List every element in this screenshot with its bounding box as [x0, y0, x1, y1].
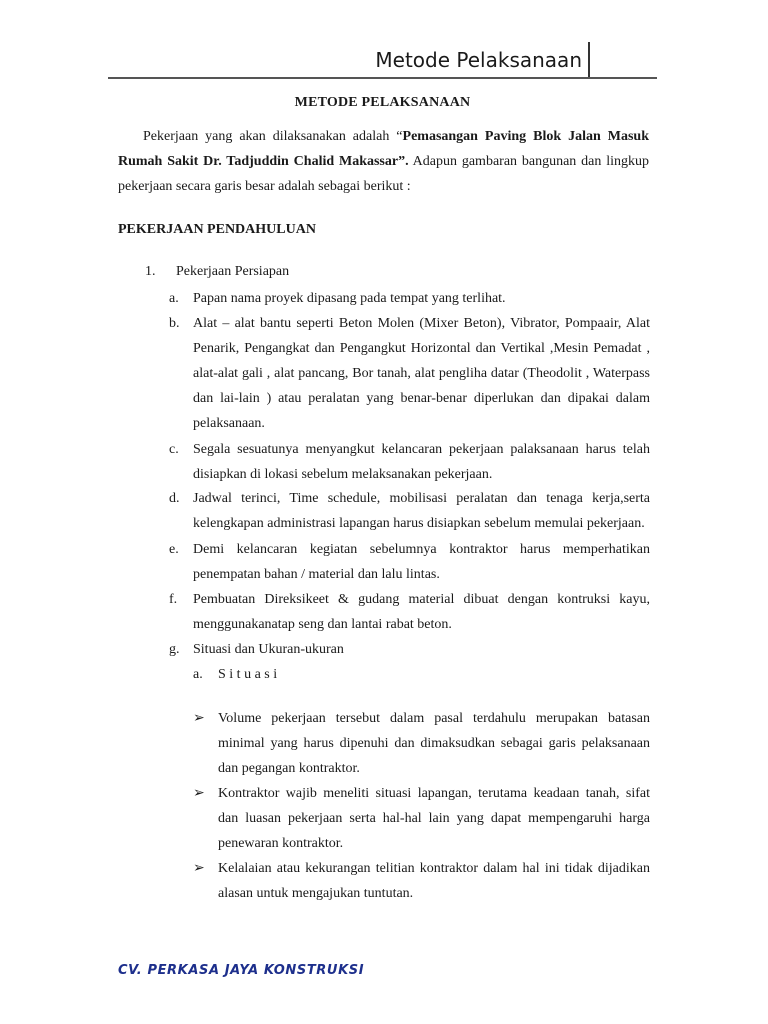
intro-text-end: Adapun gambaran bangunan dan lingkup pekerjaan secara garis besar adalah sebagai berikut : [118, 154, 649, 194]
intro-text-start: Pekerjaan yang akan dilaksanakan adalah “ [143, 129, 403, 144]
bullet-text-3: Kelalaian atau kekurangan telitian kontraktor dalam hal ini tidak dijadikan alasan untuk mengajukan tuntutan. [218, 861, 650, 901]
situasi-label: S i t u a s i [218, 667, 278, 682]
subitem-mark-g: g. [169, 642, 180, 657]
bullet-text-2: Kontraktor wajib meneliti situasi lapangan, terutama keadaan tanah, sifat dan luasan pekerjaan serta hal-hal lain yang dapat mempengaruhi harga penewaran kontraktor. [218, 786, 650, 851]
header-title: Metode Pelaksanaan [375, 48, 582, 72]
intro-paragraph [118, 124, 649, 199]
footer-company-name: CV. PERKASA JAYA KONSTRUKSI [118, 963, 365, 978]
situasi-mark: a. [193, 667, 203, 682]
subitem-mark-d: d. [169, 491, 180, 506]
item-label: Pekerjaan Persiapan [176, 264, 290, 279]
subitem-text-b: Alat – alat bantu seperti Beton Molen (Mixer Beton), Vibrator, Pompaair, Alat Penarik, Pengangkat dan Pengangkut Horizontal dan Vertikal ,Mesin Pemadat , alat-alat gali , alat pancang, Bor tanah, alat pengliha datar (Theodolit , Waterpass dan lai-lain ) atau peralatan yang benar-benar diperlukan dan dipakai dalam pelaksanaan. [193, 316, 650, 431]
subitem-mark-f: f. [169, 592, 178, 607]
section-title: PEKERJAAN PENDAHULUAN [118, 222, 316, 237]
header-vertical-rule [588, 42, 590, 79]
subitem-text-g: Situasi dan Ukuran-ukuran [193, 642, 344, 657]
header-horizontal-rule [108, 77, 657, 79]
bullet-arrow-icon: ➢ [193, 861, 205, 876]
intro-project-name: Pemasangan Paving Blok Jalan Masuk Rumah Sakit Dr. Tadjuddin Chalid Makassar”. [118, 129, 649, 169]
subitem-text-f: Pembuatan Direksikeet & gudang material dibuat dengan kontruksi kayu, menggunakanatap seng dan lantai rabat beton. [193, 592, 650, 632]
subitem-text-d: Jadwal terinci, Time schedule, mobilisasi peralatan dan tenaga kerja,serta kelengkapan administrasi lapangan harus disiapkan sebelum memulai pekerjaan. [193, 491, 650, 531]
subitem-text-a: Papan nama proyek dipasang pada tempat yang terlihat. [193, 291, 506, 306]
subitem-mark-b: b. [169, 316, 180, 331]
bullet-arrow-icon: ➢ [193, 711, 205, 726]
item-number: 1. [145, 264, 156, 279]
subitem-mark-e: e. [169, 542, 179, 557]
document-title: METODE PELAKSANAAN [294, 95, 471, 110]
subitem-mark-c: c. [169, 442, 179, 457]
subitem-text-e: Demi kelancaran kegiatan sebelumnya kontraktor harus memperhatikan penempatan bahan / material dan lalu lintas. [193, 542, 650, 582]
subitem-mark-a: a. [169, 291, 179, 306]
bullet-text-1: Volume pekerjaan tersebut dalam pasal terdahulu merupakan batasan minimal yang harus dipenuhi dan dimaksudkan sebagai garis pelaksanaan dan pegangan kontraktor. [218, 711, 650, 776]
bullet-arrow-icon: ➢ [193, 786, 205, 801]
subitem-text-c: Segala sesuatunya menyangkut kelancaran pekerjaan palaksanaan harus telah disiapkan di lokasi sebelum melaksanakan pekerjaan. [193, 442, 650, 482]
